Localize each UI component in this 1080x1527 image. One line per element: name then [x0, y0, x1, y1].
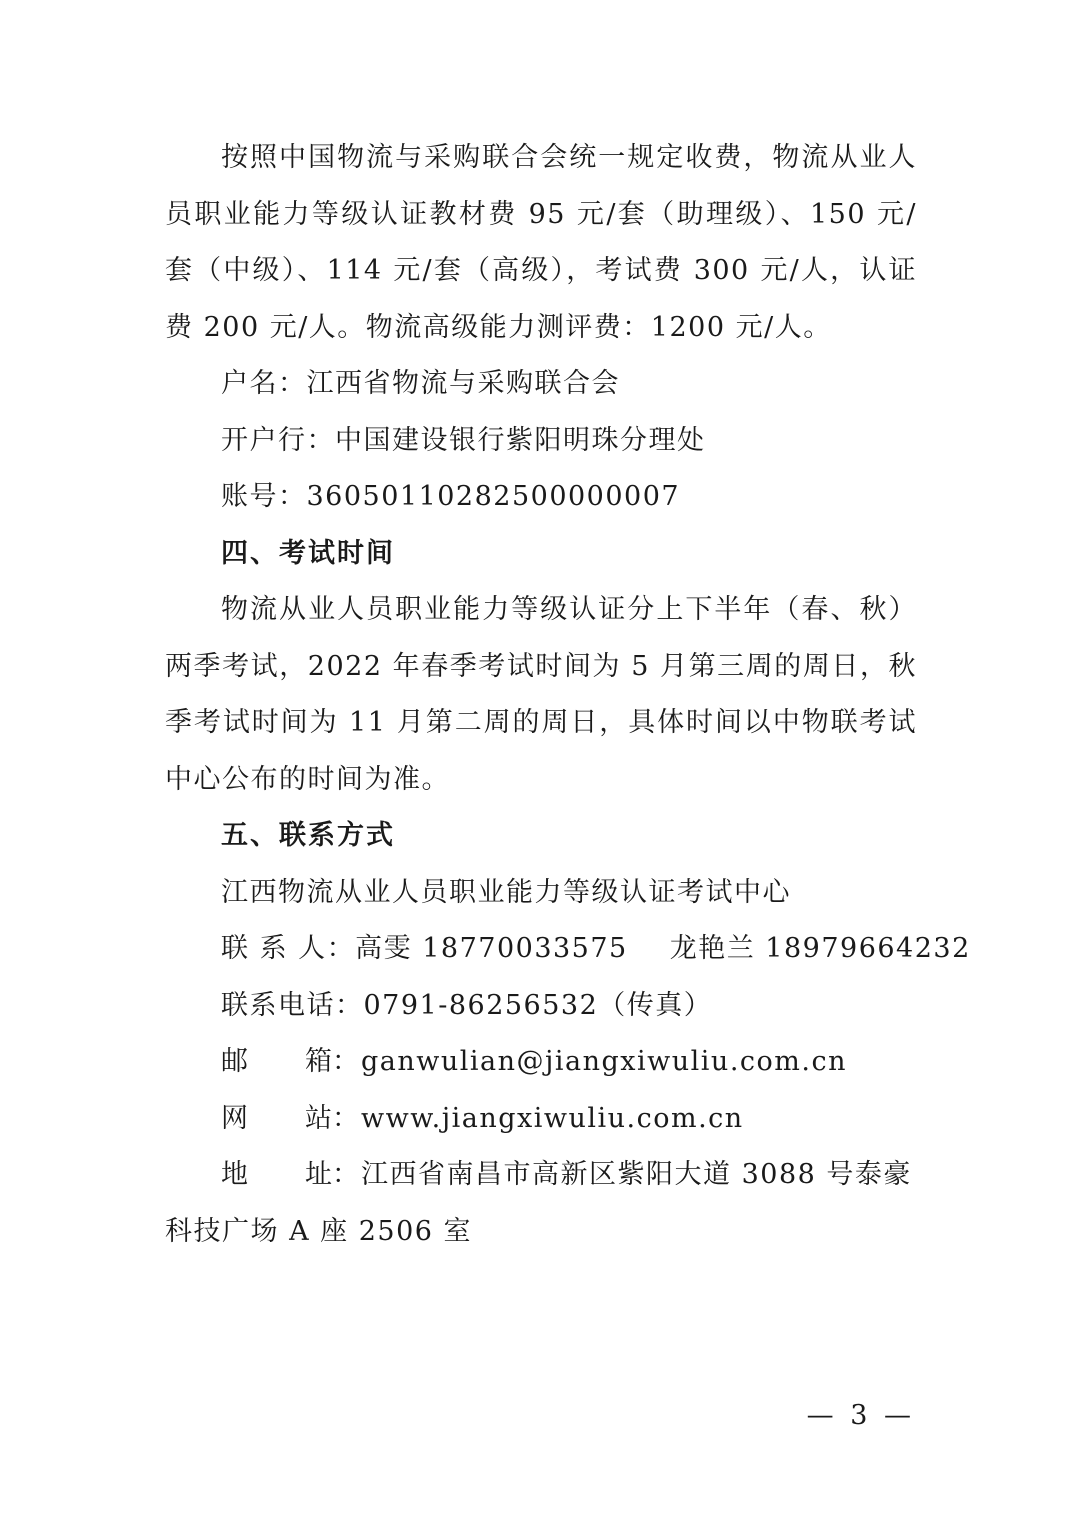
- account-name-line: [165, 356, 917, 413]
- address-value-line1: 江西省南昌市高新区紫阳大道 3088 号泰豪: [361, 1159, 912, 1190]
- document-body: [165, 130, 971, 1260]
- account-number-label: 账号：: [221, 481, 307, 512]
- email-label: [221, 1034, 361, 1091]
- contact-person-2: 龙艳兰 18979664232: [669, 933, 971, 964]
- website-label-b: 站：: [305, 1102, 359, 1134]
- website-value[interactable]: www.jiangxiwuliu.com.cn: [361, 1102, 744, 1134]
- address-label: [221, 1147, 361, 1204]
- phone-line: [165, 978, 917, 1035]
- account-number-value: 36050110282500000007: [306, 481, 681, 512]
- website-label: [221, 1091, 361, 1148]
- exam-time-paragraph: 物流从业人员职业能力等级认证分上下半年（春、秋）两季考试，2022 年春季考试时间为 5 月第三周的周日，秋季考试时间为 11 月第二周的周日，具体时间以中物联考试中心公布的时间为准。: [165, 594, 917, 795]
- address-line: [165, 1147, 917, 1204]
- contact-person-label: 联 系 人：: [221, 933, 356, 964]
- email-value[interactable]: ganwulian@jiangxiwuliu.com.cn: [361, 1046, 847, 1077]
- email-label-a: 邮: [221, 1046, 248, 1077]
- section-heading-contact: 五、联系方式: [221, 820, 395, 851]
- account-name-value: 江西省物流与采购联合会: [306, 368, 620, 399]
- fees-paragraph: 按照中国物流与采购联合会统一规定收费，物流从业人员职业能力等级认证教材费 95 元/套（助理级）、150 元/套（中级）、114 元/套（高级），考试费 300 元/人，认证费 200 元/人。物流高级能力测评费：1200 元/人。: [165, 142, 917, 343]
- contact-person-line: [165, 921, 971, 978]
- exam-center-name: 江西物流从业人员职业能力等级认证考试中心: [221, 876, 791, 908]
- website-label-a: 网: [221, 1102, 248, 1134]
- section-heading-exam-time: 四、考试时间: [221, 537, 395, 569]
- phone-value: 0791-86256532（传真）: [363, 989, 713, 1021]
- account-name-label: 户名：: [221, 368, 307, 399]
- address-value-line2: 科技广场 A 座 2506 室: [165, 1215, 473, 1247]
- address-label-a: 地: [221, 1159, 248, 1190]
- page-number: — 3 —: [806, 1400, 915, 1431]
- email-label-b: 箱：: [305, 1046, 359, 1077]
- website-line: [165, 1091, 917, 1148]
- account-number-line: [165, 469, 917, 526]
- bank-label: 开户行：: [221, 424, 335, 456]
- phone-label: 联系电话：: [221, 989, 364, 1021]
- email-line: [165, 1034, 917, 1091]
- bank-value: 中国建设银行紫阳明珠分理处: [335, 424, 706, 456]
- bank-line: [165, 413, 917, 470]
- contact-person-1: 高雯 18770033575: [355, 933, 628, 964]
- address-label-b: 址：: [305, 1159, 359, 1190]
